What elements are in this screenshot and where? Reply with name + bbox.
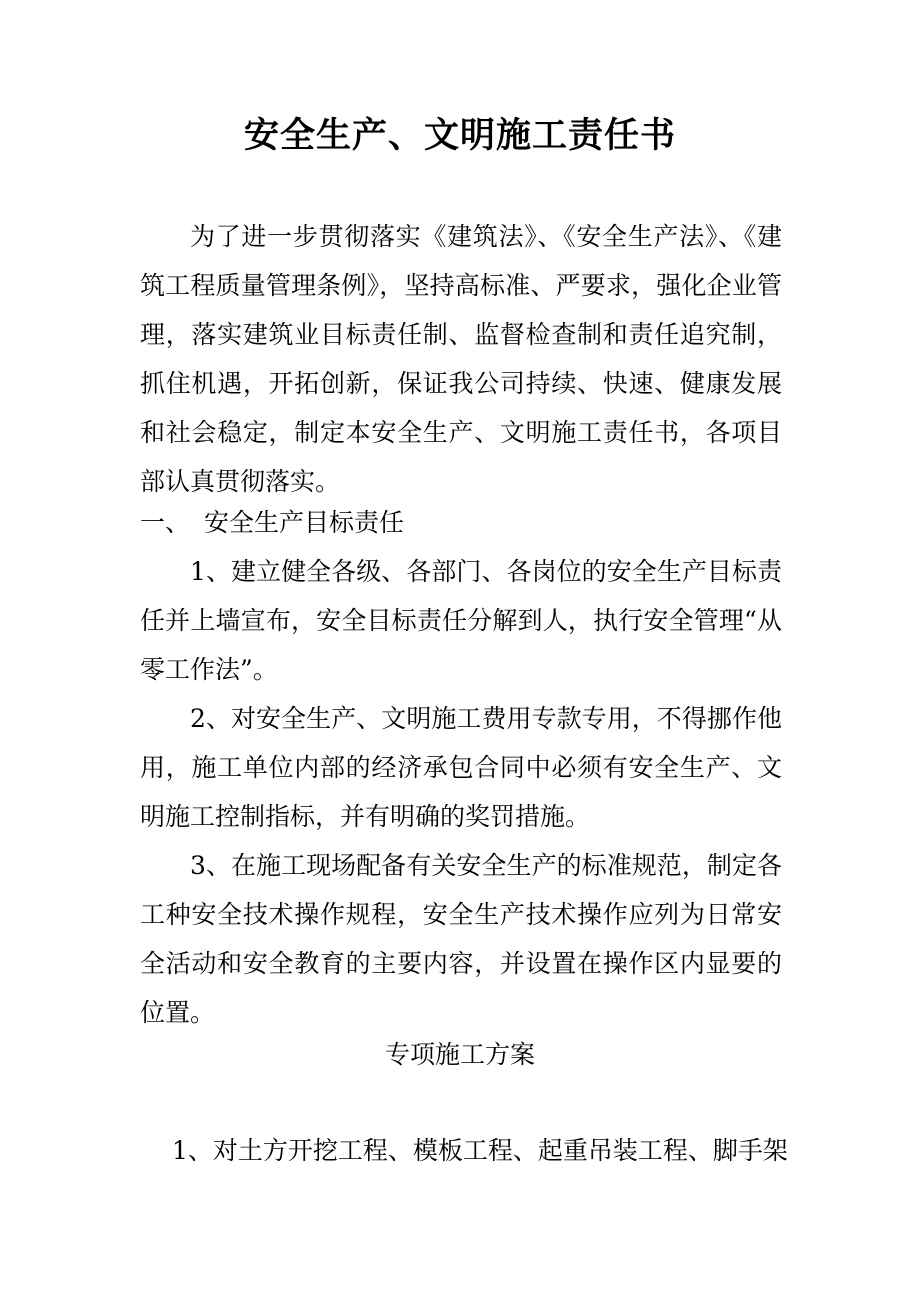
section-number: 一、 bbox=[140, 508, 191, 537]
intro-paragraph: 为了进一步贯彻落实《建筑法》、《安全生产法》、《建筑工程质量管理条例》，坚持高标准、严要求，强化企业管理，落实建筑业目标责任制、监督检查制和责任追究制，抓住机遇，开拓创新，保证我公司持续、快速、健康发展和社会稳定，制定本安全生产、文明施工责任书，各项目部认真贯彻落实。 bbox=[140, 222, 782, 496]
special-plan-heading: 专项施工方案 bbox=[384, 1040, 535, 1069]
document-title: 安全生产、文明施工责任书 bbox=[243, 115, 676, 156]
section-item-2: 2、对安全生产、文明施工费用专款专用，不得挪作他用，施工单位内部的经济承包合同中必须有安全生产、文明施工控制指标，并有明确的奖罚措施。 bbox=[140, 704, 782, 831]
section-heading-text: 安全生产目标责任 bbox=[204, 508, 405, 537]
section-item-3: 3、在施工现场配备有关安全生产的标准规范，制定各工种安全技术操作规程，安全生产技术操作应列为日常安全活动和安全教育的主要内容，并设置在操作区内显要的位置。 bbox=[140, 851, 782, 1027]
section-heading bbox=[140, 498, 404, 547]
section-item-1: 1、建立健全各级、各部门、各岗位的安全生产目标责任并上墙宣布，安全目标责任分解到人，执行安全管理“从零工作法”。 bbox=[140, 557, 782, 684]
special-plan-item-1: 1、对土方开挖工程、模板工程、起重吊装工程、脚手架 bbox=[172, 1136, 788, 1165]
